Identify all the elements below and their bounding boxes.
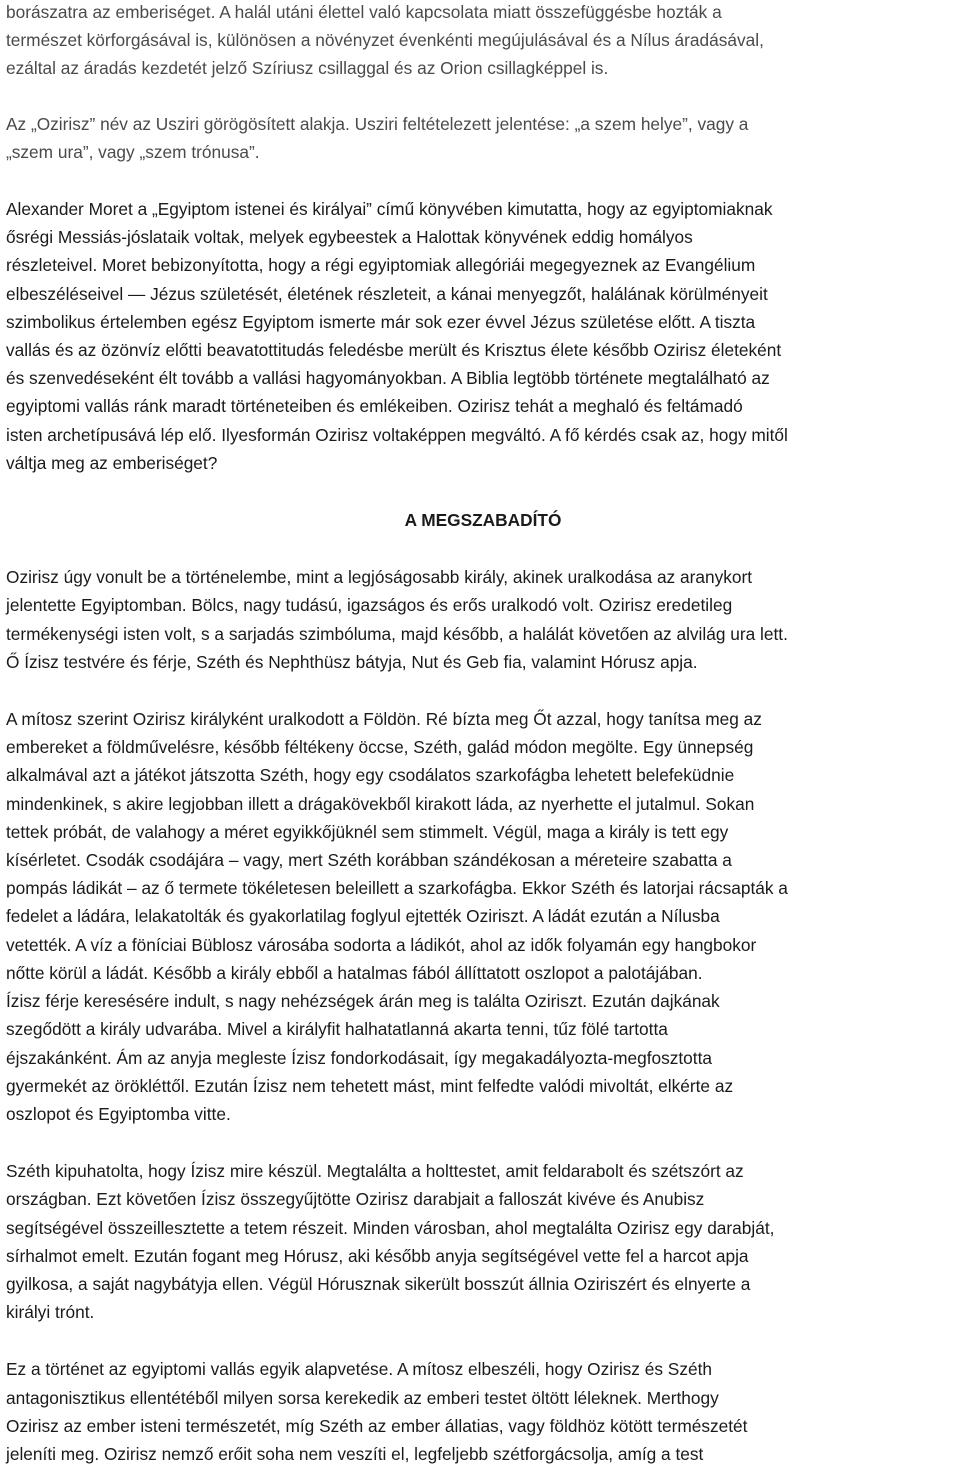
paragraph-basis <box>6 1355 960 1468</box>
text-line: isten archetípusává lép elő. Ilyesformán Ozirisz voltaképpen megváltó. A fő kérdés csak az, hogy mitől <box>6 424 788 445</box>
paragraph-myth <box>6 705 960 1128</box>
text-line: gyermekét az örökléttől. Ezután Ízisz nem tehetett mást, mint felfedte valódi mivoltát, elkérte az <box>6 1075 734 1096</box>
paragraph-name-meaning <box>6 110 960 166</box>
text-line: Ozirisz úgy vonult be a történelembe, mint a legjóságosabb király, akinek uralkodása az aranykort <box>6 567 753 588</box>
text-line: termékenységi isten volt, s a sarjadás szimbóluma, majd később, a halálát követően az alvilág ura lett. <box>6 623 788 644</box>
text-line: Széth kipuhatolta, hogy Ízisz mire készül. Megtalálta a holttestet, amit feldarabolt és szétszórt az <box>6 1161 744 1182</box>
text-line: szimbolikus értelemben egész Egyiptom ismerte már sok ezer évvel Jézus születése előtt. A tiszta <box>6 311 756 332</box>
paragraph-gap <box>6 477 960 506</box>
paragraph-gap <box>6 1326 960 1355</box>
text-line: vallás és az özönvíz előtti beavatottitudás feledésbe merült és Krisztus élete később Ozirisz életeként <box>6 340 782 361</box>
text-line: oszlopot és Egyiptomba vitte. <box>6 1103 231 1124</box>
text-line: országban. Ezt követően Ízisz összegyűjtötte Ozirisz darabjait a falloszát kivéve és Anubisz <box>6 1189 705 1210</box>
paragraph-intro <box>6 0 960 83</box>
text-line: természet körforgásával is, különösen a növényzet évenkénti megújulásával és a Nílus áradásával, <box>6 30 764 51</box>
paragraph-seth <box>6 1157 960 1326</box>
text-line: gyilkosa, a saját nagybátyja ellen. Végül Hórusznak sikerült bosszút állnia Oziriszért és elnyerte a <box>6 1273 751 1294</box>
text-line: szegődött a király udvarába. Mivel a királyfit halhatatlanná akarta tenni, tűz fölé tartotta <box>6 1019 668 1040</box>
text-line: Alexander Moret a „Egyiptom istenei és királyai” című könyvében kimutatta, hogy az egyiptomiaknak <box>6 199 773 220</box>
text-line: ezáltal az áradás kezdetét jelző Szíriusz csillaggal és az Orion csillagképpel is. <box>6 58 609 79</box>
text-line: antagonisztikus ellentétéből milyen sorsa kerekedik az emberi testet öltött léleknek. Merthogy <box>6 1387 719 1408</box>
text-line: borászatra az emberiséget. A halál utáni élettel való kapcsolata miatt összefüggésbe hozták a <box>6 2 722 22</box>
section-heading: A MEGSZABADÍTÓ <box>404 510 562 531</box>
text-line: királyi trónt. <box>6 1302 95 1323</box>
paragraph-gap <box>6 83 960 112</box>
text-line: kísérletet. Csodák csodájára – vagy, mert Széth korábban szándékosan a méreteire szabatta a <box>6 850 732 871</box>
paragraph-gap <box>6 166 960 195</box>
text-line: tettek próbát, de valahogy a méret egyikkőjüknél sem stimmelt. Végül, maga a király is tett egy <box>6 821 729 842</box>
text-line: és szenvedéseként élt tovább a vallási hagyományokban. A Biblia legtöbb története megtalálható az <box>6 368 770 389</box>
text-line: egyiptomi vallás ránk maradt történeteiben és emlékeiben. Ozirisz tehát a meghaló és feltámadó <box>6 396 743 417</box>
text-line: jeleníti meg. Ozirisz nemző erőit soha nem veszíti el, legfeljebb szétforgácsolja, amíg a test <box>6 1443 704 1464</box>
text-line: Ő Ízisz testvére és férje, Széth és Nephthüsz bátyja, Nut és Geb fia, valamint Hórusz apja. <box>6 651 698 672</box>
text-line: vetették. A víz a föníciai Büblosz városába sodorta a ládikót, ahol az idők folyamán egy hangbokor <box>6 934 757 955</box>
text-line: ősrégi Messiás-jóslataik voltak, melyek egybeestek a Halottak könyvének eddig homályos <box>6 227 693 248</box>
paragraph-gap <box>6 676 960 705</box>
text-line: mindenkinek, s akire legjobban illett a drágakövekből kirakott láda, az nyerhette el jutalmul. Sokan <box>6 793 755 814</box>
text-line: embereket a földművelésre, később féltékeny öccse, Széth, galád módon megölte. Egy ünnepség <box>6 737 754 758</box>
text-line: Ozirisz az ember isteni természetét, míg Széth az ember állatias, vagy földhöz kötött természetét <box>6 1415 748 1436</box>
text-line: A mítosz szerint Ozirisz királyként uralkodott a Földön. Ré bízta meg Őt azzal, hogy tanítsa meg az <box>6 709 762 730</box>
text-line: Ez a történet az egyiptomi vallás egyik alapvetése. A mítosz elbeszéli, hogy Ozirisz és Széth <box>6 1359 712 1380</box>
text-line: Az „Ozirisz” név az Usziri görögösített alakja. Usziri feltételezett jelentése: „a szem helye”, vagy a <box>6 113 749 134</box>
paragraph-gap <box>6 1128 960 1157</box>
text-line: pompás ládikát – az ő termete tökéletesen beleillett a szarkofágba. Ekkor Széth és latorjai rácsapták a <box>6 878 788 899</box>
text-line: nőtte körül a ládát. Később a király ebből a hatalmas fából állíttatott oszlopot a palotájában. <box>6 962 703 983</box>
text-line: alkalmával azt a játékot játszotta Széth, hogy egy csodálatos szarkofágba lehetett belefeküdnie <box>6 765 735 786</box>
text-line: részleteivel. Moret bebizonyította, hogy a régi egyiptomiak allegóriái megegyeznek az Evangélium <box>6 255 756 276</box>
text-line: jelentette Egyiptomban. Bölcs, nagy tudású, igazságos és erős uralkodó volt. Ozirisz eredetileg <box>6 595 733 616</box>
text-line: „szem ura”, vagy „szem trónusa”. <box>6 141 260 162</box>
text-line: Ízisz férje keresésére indult, s nagy nehézségek árán meg is találta Oziriszt. Ezután dajkának <box>6 991 720 1012</box>
text-line: segítségével összeillesztette a tetem részeit. Minden városban, ahol megtalálta Ozirisz egy darabját, <box>6 1217 775 1238</box>
paragraph-ruler <box>6 563 960 676</box>
paragraph-gap <box>6 534 960 563</box>
text-line: sírhalmot emelt. Ezután fogant meg Hórusz, aki később anyja segítségével vette fel a harcot apja <box>6 1245 749 1266</box>
text-line: éjszakánként. Ám az anyja megleste Ízisz fondorkodásait, így megakadályozta-megfosztotta <box>6 1047 713 1068</box>
text-line: fedelet a ládára, lelakatolták és gyakorlatilag foglyul ejtették Oziriszt. A ládát ezután a Nílusba <box>6 906 720 927</box>
text-line: váltja meg az emberiséget? <box>6 452 218 473</box>
text-line: elbeszéléseivel — Jézus születését, életének részleteit, a kánai menyegzőt, halálának körülményeit <box>6 283 768 304</box>
document-page <box>6 0 960 1468</box>
paragraph-moret <box>6 195 960 477</box>
